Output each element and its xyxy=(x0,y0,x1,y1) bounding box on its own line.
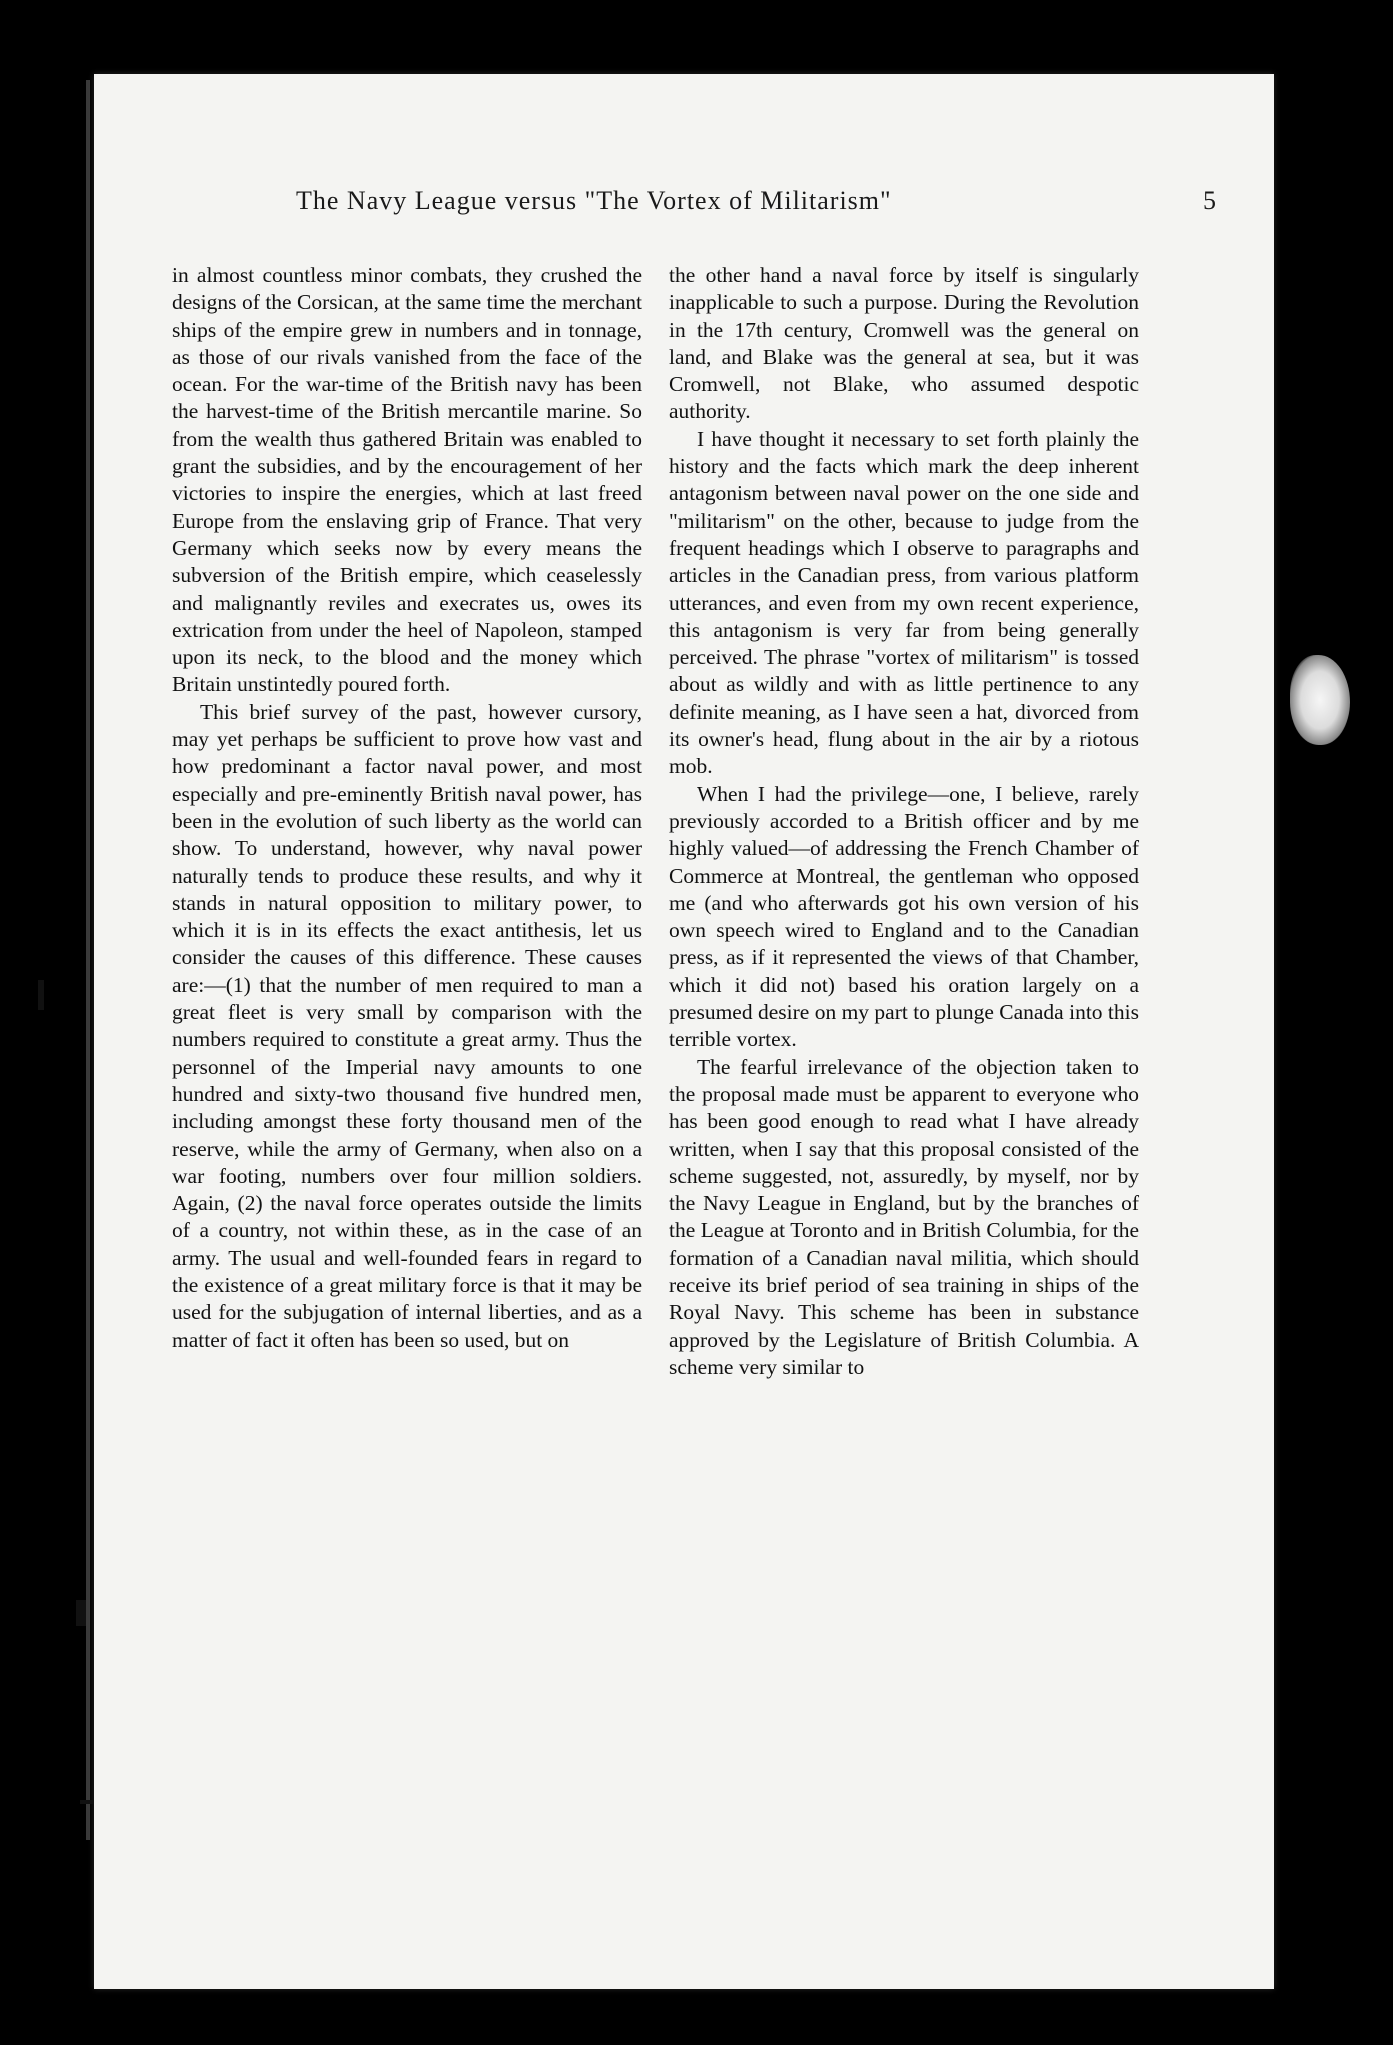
binding-mark xyxy=(80,1800,94,1804)
left-text-column xyxy=(172,262,642,1354)
paragraph: This brief survey of the past, however cursory, may yet perhaps be sufficient to prove how vast and how predominant a factor naval power, and most especially and pre-eminently British naval power, has been in the evolution of such liberty as the world can show. To understand, however, why naval power naturally tends to produce these results, and why it stands in natural opposition to military power, to which it is in its effects the exact antithesis, let us consider the causes of this difference. These causes are:—(1) that the number of men required to man a great fleet is very small by comparison with the numbers required to constitute a great army. Thus the personnel of the Imperial navy amounts to one hundred and sixty-two thousand five hundred men, including amongst these forty thousand men of the reserve, while the army of Germany, when also on a war footing, numbers over four million soldiers. Again, (2) the naval force operates outside the limits of a country, not within these, as in the case of an army. The usual and well-founded fears in regard to the existence of a great military force is that it may be used for the subjugation of internal liberties, and as a matter of fact it often has been so used, but on xyxy=(172,699,642,1352)
binding-mark xyxy=(38,980,44,1010)
running-title: The Navy League versus "The Vortex of Militarism" xyxy=(296,186,892,215)
paragraph: The fearful irrelevance of the objection taken to the proposal made must be apparent to everyone who has been good enough to read what I have already written, when I say that this proposal consisted of the scheme suggested, not, assuredly, by myself, nor by the Navy League in England, but by the branches of the League at Toronto and in British Columbia, for the formation of a Canadian naval militia, which should receive its brief period of sea training in ships of the Royal Navy. This scheme has been in substance approved by the Legislature of British Columbia. A scheme very similar to xyxy=(669,1054,1139,1379)
page-number: 5 xyxy=(1203,186,1216,215)
binding-mark xyxy=(76,1600,86,1626)
paper-stain xyxy=(1290,655,1350,745)
page-gutter-shadow xyxy=(86,80,90,1840)
right-text-column xyxy=(669,262,1139,1381)
paragraph: in almost countless minor combats, they crushed the designs of the Corsican, at the same time the merchant ships of the empire grew in numbers and in tonnage, as those of our rivals vanished from the face of the ocean. For the war-time of the British navy has been the harvest-time of the British mercantile marine. So from the wealth thus gathered Britain was enabled to grant the subsidies, and by the encouragement of her victories to inspire the energies, which at last freed Europe from the enslaving grip of France. That very Germany which seeks now by every means the subversion of the British empire, which ceaselessly and malignantly reviles and execrates us, owes its extrication from under the heel of Napoleon, stamped upon its neck, to the blood and the money which Britain unstintedly poured forth. xyxy=(172,263,642,697)
paragraph: When I had the privilege—one, I believe, rarely previously accorded to a British officer and by me highly valued—of addressing the French Chamber of Commerce at Montreal, the gentleman who opposed me (and who afterwards got his own version of his own speech wired to England and to the Canadian press, as if it represented the views of that Chamber, which it did not) based his oration largely on a presumed desire on my part to plunge Canada into this terrible vortex. xyxy=(669,781,1139,1052)
paragraph: I have thought it necessary to set forth plainly the history and the facts which mark the deep inherent antagonism between naval power on the one side and "militarism" on the other, because to judge from the frequent headings which I observe to paragraphs and articles in the Canadian press, from various platform utterances, and even from my own recent experience, this antagonism is very far from being generally perceived. The phrase "vortex of militarism" is tossed about as wildly and with as little pertinence to any definite meaning, as I have seen a hat, divorced from its owner's head, flung about in the air by a riotous mob. xyxy=(669,426,1139,779)
paragraph: the other hand a naval force by itself is singularly inapplicable to such a purpose. During the Revolution in the 17th century, Cromwell was the general on land, and Blake was the general at sea, but it was Cromwell, not Blake, who assumed despotic authority. xyxy=(669,263,1139,424)
